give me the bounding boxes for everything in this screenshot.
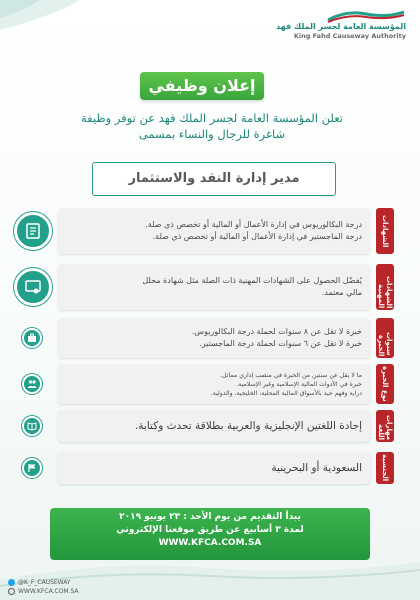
requirement-row-years (14, 318, 394, 358)
requirement-card (58, 318, 370, 358)
requirement-line: درجة الماجستير في إدارة الأعمال أو المالية أو تخصص ذي صلة. (152, 232, 362, 241)
certificate-icon (14, 212, 52, 250)
requirement-card (58, 452, 370, 484)
requirement-row-language (14, 410, 394, 442)
requirement-label: سنوات الخبرة (376, 318, 394, 358)
requirement-row-professional (14, 264, 394, 310)
flag-icon (22, 458, 42, 478)
job-title: مدير إدارة النقد والاستثمار (128, 171, 300, 186)
globe-icon (8, 588, 15, 595)
intro-text (40, 110, 384, 142)
requirement-line: يُفضّل الحصول على الشهادات المهنية ذات الصلة مثل شهادة محلل (142, 276, 362, 285)
intro-line-2: شاغرة للرجال والنساء بمسمى (138, 127, 286, 141)
logo-english-text: King Fahd Causeway Authority (293, 32, 406, 40)
job-title-box (92, 162, 336, 196)
website-url: WWW.KFCA.COM.SA (18, 588, 79, 595)
decorative-waves (0, 0, 140, 70)
twitter-icon (8, 579, 15, 586)
requirement-row-nationality (14, 452, 394, 484)
requirement-card (58, 264, 370, 310)
footer-website[interactable] (8, 587, 79, 596)
requirement-line: مالي معتمد. (321, 288, 362, 297)
requirement-line: خبرة لا تقل عن ٦ سنوات لحملة درجة الماجستير. (199, 339, 362, 348)
requirement-card (58, 208, 370, 254)
requirement-label: الجنسية (376, 452, 394, 484)
logo-arabic-text: المؤسسة العامة لجسر الملك فهد (275, 22, 406, 31)
badge-icon (14, 268, 52, 306)
application-website-link[interactable]: WWW.KFCA.COM.SA (158, 538, 262, 548)
requirement-label: الشهادات المهنية (376, 264, 394, 310)
requirement-line: ما لا يقل عن سنتين من الخبرة في منصب إداري مماثل. (220, 371, 362, 379)
book-icon (22, 416, 42, 436)
requirement-line: خبرة لا تقل عن ٨ سنوات لحملة درجة البكالوريوس. (191, 327, 362, 336)
footer (8, 578, 79, 596)
requirement-card (58, 364, 370, 404)
requirement-line: خبرة في الأدوات المالية الإسلامية وغير الإسلامية. (236, 380, 362, 388)
requirement-card (58, 410, 370, 442)
announcement-title: إعلان وظيفي (140, 72, 264, 100)
kfca-logo (256, 8, 406, 42)
requirement-label: نوع الخبرة (376, 364, 394, 404)
requirement-label: مهارات اللغة (376, 410, 394, 442)
requirement-line: درجة البكالوريوس في إدارة الأعمال أو المالية أو تخصص ذي صلة. (145, 220, 362, 229)
requirement-label: الشهادات (376, 208, 394, 254)
intro-line-1: تعلن المؤسسة العامة لجسر الملك فهد عن توفر وظيفة (81, 111, 343, 125)
requirement-row-degrees (14, 208, 394, 254)
requirement-line: دراية وفهم جيد بالأسواق المالية المحلية، الخليجية، والدولية. (210, 389, 362, 397)
application-duration: لمدة ٣ أسابيع عن طريق موقعنا الإلكتروني (116, 525, 304, 535)
twitter-handle: @K_F_CAUSEWAY (18, 579, 71, 586)
footer-twitter[interactable] (8, 578, 79, 587)
requirement-line: السعودية أو البحرينية (271, 462, 362, 474)
briefcase-icon (22, 328, 42, 348)
application-start-date: يبدأ التقديم من يوم الأحد : ٢٣ يونيو ٢٠١٩ (119, 512, 301, 522)
requirement-line: إجادة اللغتين الإنجليزية والعربية بطلاقة تحدث وكتابة. (134, 420, 362, 432)
requirement-row-experience-type (14, 364, 394, 404)
people-icon (22, 374, 42, 394)
